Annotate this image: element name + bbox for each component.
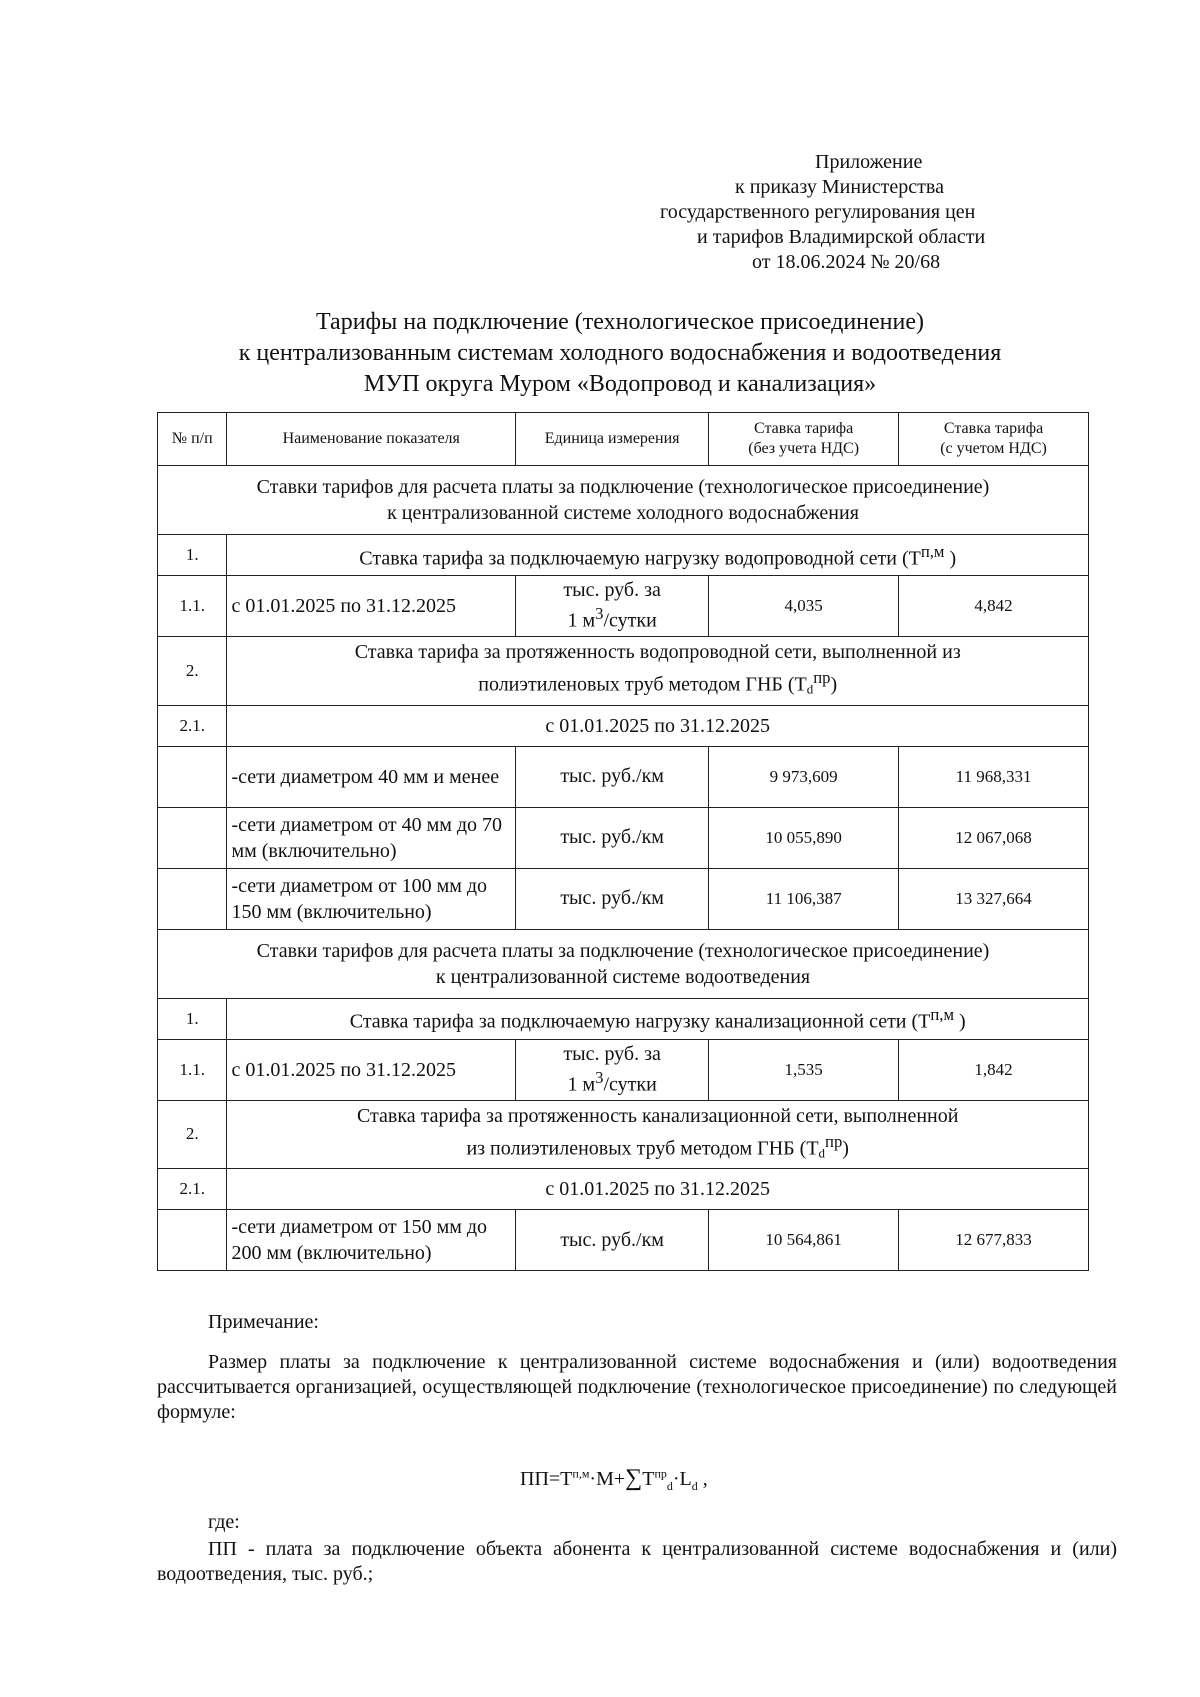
section-heading <box>158 466 1089 535</box>
formula-part: ·L <box>672 1468 692 1490</box>
annex-line: к приказу Министерства <box>735 176 944 198</box>
rate-no-vat: 11 106,387 <box>709 868 899 929</box>
table-row <box>158 576 1089 637</box>
row-title <box>227 1100 1089 1169</box>
unit-text: /сутки <box>603 609 657 632</box>
table-row <box>158 807 1089 868</box>
section-text: к централизованной системе холодного водоснабжения <box>387 502 859 524</box>
header-rate-vat <box>899 413 1089 466</box>
row-period: с 01.01.2025 по 31.12.2025 <box>227 1039 516 1100</box>
superscript: 3 <box>595 1067 604 1087</box>
note-paragraph: Размер платы за подключение к централизованной системе водоснабжения и (или) водоотведения рассчитывается организацией, осуществляющей подключение (технологическое присоединение) по следующей формуле: <box>157 1351 1117 1423</box>
formula-sup: п,м <box>572 1466 590 1481</box>
header-num: № п/п <box>158 413 227 466</box>
rate-vat: 11 968,331 <box>899 746 1089 807</box>
rate-no-vat: 1,535 <box>709 1039 899 1100</box>
table-row <box>158 705 1089 746</box>
section-text: Ставки тарифов для расчета платы за подключение (технологическое присоединение) <box>256 476 990 498</box>
row-title-end: ) <box>842 1137 849 1160</box>
row-unit: тыс. руб./км <box>516 807 709 868</box>
row-title <box>227 998 1089 1039</box>
superscript: п,м <box>930 1005 955 1025</box>
row-num: 1.1. <box>158 1039 227 1100</box>
row-num <box>158 746 227 807</box>
rate-no-vat: 10 564,861 <box>709 1210 899 1271</box>
row-num: 2.1. <box>158 705 227 746</box>
subscript: d <box>818 1145 826 1161</box>
row-num <box>158 807 227 868</box>
row-period: с 01.01.2025 по 31.12.2025 <box>227 705 1089 746</box>
rate-vat: 1,842 <box>899 1039 1089 1100</box>
unit-text: /сутки <box>603 1073 657 1096</box>
rate-no-vat: 9 973,609 <box>709 746 899 807</box>
rate-vat: 12 677,833 <box>899 1210 1089 1271</box>
row-title <box>227 535 1089 576</box>
row-unit: тыс. руб./км <box>516 1210 709 1271</box>
row-period: с 01.01.2025 по 31.12.2025 <box>227 1169 1089 1210</box>
annex-line: государственного регулирования цен <box>660 201 976 223</box>
row-name: -сети диаметром от 150 мм до 200 мм (включительно) <box>227 1210 516 1271</box>
table-row <box>158 998 1089 1039</box>
superscript: 3 <box>595 604 604 624</box>
title-line: Тарифы на подключение (технологическое присоединение) <box>315 309 925 335</box>
rate-vat: 12 067,068 <box>899 807 1089 868</box>
superscript: пр <box>825 1131 843 1151</box>
table-row <box>158 868 1089 929</box>
row-title-text: Ставка тарифа за протяженность канализационной сети, выполненной <box>356 1104 959 1127</box>
where-label: где: <box>208 1511 240 1533</box>
row-unit <box>516 1039 709 1100</box>
table-row <box>158 535 1089 576</box>
formula-sub: d <box>691 1479 698 1493</box>
formula-part: ·М+ <box>589 1468 626 1490</box>
row-unit <box>516 576 709 637</box>
row-title-end: ) <box>959 1010 966 1033</box>
formula-part: Т <box>560 1468 573 1490</box>
superscript: п,м <box>920 541 945 561</box>
row-name: -сети диаметром от 40 мм до 70 мм (включительно) <box>227 807 516 868</box>
row-name: -сети диаметром 40 мм и менее <box>227 746 516 807</box>
header-unit: Единица измерения <box>516 413 709 466</box>
tariff-table <box>157 412 1089 1271</box>
row-num: 2.1. <box>158 1169 227 1210</box>
annex-line: и тарифов Владимирской области <box>697 226 986 248</box>
row-title-text: Ставка тарифа за протяженность водопроводной сети, выполненной из <box>354 641 961 663</box>
annex-date: от 18.06.2024 № 20/68 <box>752 251 941 273</box>
row-title-end: ) <box>830 673 838 696</box>
table-row <box>158 1039 1089 1100</box>
row-num: 1. <box>158 535 227 576</box>
row-name: -сети диаметром от 100 мм до 150 мм (включительно) <box>227 868 516 929</box>
header-text: (без учета НДС) <box>748 440 860 457</box>
table-row <box>158 1169 1089 1210</box>
note-title: Примечание: <box>208 1311 319 1333</box>
payment-formula <box>520 1465 708 1494</box>
header-text: Ставка тарифа <box>943 420 1044 437</box>
subscript: d <box>806 681 814 697</box>
row-num <box>158 1210 227 1271</box>
formula-part: = <box>548 1468 561 1490</box>
unit-text: тыс. руб. за <box>563 1042 661 1065</box>
row-num: 1. <box>158 998 227 1039</box>
document-title <box>150 307 1090 400</box>
sum-symbol: ∑ <box>625 1465 643 1491</box>
unit-text: 1 м <box>567 1073 596 1096</box>
table-row <box>158 637 1089 706</box>
table-row <box>158 1100 1089 1169</box>
table-row <box>158 746 1089 807</box>
row-title-end: ) <box>949 547 957 570</box>
section-text: Ставки тарифов для расчета платы за подключение (технологическое присоединение) <box>256 939 990 962</box>
row-title-text: Ставка тарифа за подключаемую нагрузку канализационной сети (Т <box>349 1010 931 1033</box>
formula-part: , <box>702 1468 708 1490</box>
rate-vat: 4,842 <box>899 576 1089 637</box>
row-title-text: из полиэтиленовых труб методом ГНБ (Т <box>466 1137 819 1160</box>
formula-sup: пр <box>654 1466 667 1481</box>
title-line: к централизованным системам холодного водоснабжения и водоотведения <box>238 340 1002 366</box>
rate-no-vat: 10 055,890 <box>709 807 899 868</box>
rate-no-vat: 4,035 <box>709 576 899 637</box>
formula-sub: d <box>666 1479 673 1493</box>
section-heading <box>158 929 1089 998</box>
section-row-sewer <box>158 929 1089 998</box>
row-num: 1.1. <box>158 576 227 637</box>
superscript: пр <box>813 668 831 687</box>
unit-text: тыс. руб. за <box>563 579 661 602</box>
row-title <box>227 637 1089 706</box>
table-header-row <box>158 413 1089 466</box>
unit-text: 1 м <box>567 609 596 632</box>
row-unit: тыс. руб./км <box>516 746 709 807</box>
header-rate-no-vat <box>709 413 899 466</box>
row-num <box>158 868 227 929</box>
formula-part: Т <box>642 1468 655 1490</box>
row-unit: тыс. руб./км <box>516 868 709 929</box>
annex-header <box>660 150 1080 275</box>
section-row-water <box>158 466 1089 535</box>
row-title-text: Ставка тарифа за подключаемую нагрузку водопроводной сети (Т <box>359 547 921 570</box>
formula-part: ПП <box>520 1468 549 1490</box>
header-text: (с учетом НДС) <box>940 440 1047 457</box>
title-line: МУП округа Муром «Водопровод и канализация» <box>363 371 877 397</box>
row-period: с 01.01.2025 по 31.12.2025 <box>227 576 516 637</box>
row-num: 2. <box>158 1100 227 1169</box>
definition-pp: ПП - плата за подключение объекта абонента к централизованной системе водоснабжения и (или) водоотведения, тыс. руб.; <box>157 1538 1117 1585</box>
header-name: Наименование показателя <box>227 413 516 466</box>
row-num: 2. <box>158 637 227 706</box>
section-text: к централизованной системе водоотведения <box>435 965 811 988</box>
table-row <box>158 1210 1089 1271</box>
rate-vat: 13 327,664 <box>899 868 1089 929</box>
header-text: Ставка тарифа <box>754 420 854 437</box>
annex-line: Приложение <box>815 151 923 173</box>
row-title-text: полиэтиленовых труб методом ГНБ (Т <box>478 673 807 696</box>
